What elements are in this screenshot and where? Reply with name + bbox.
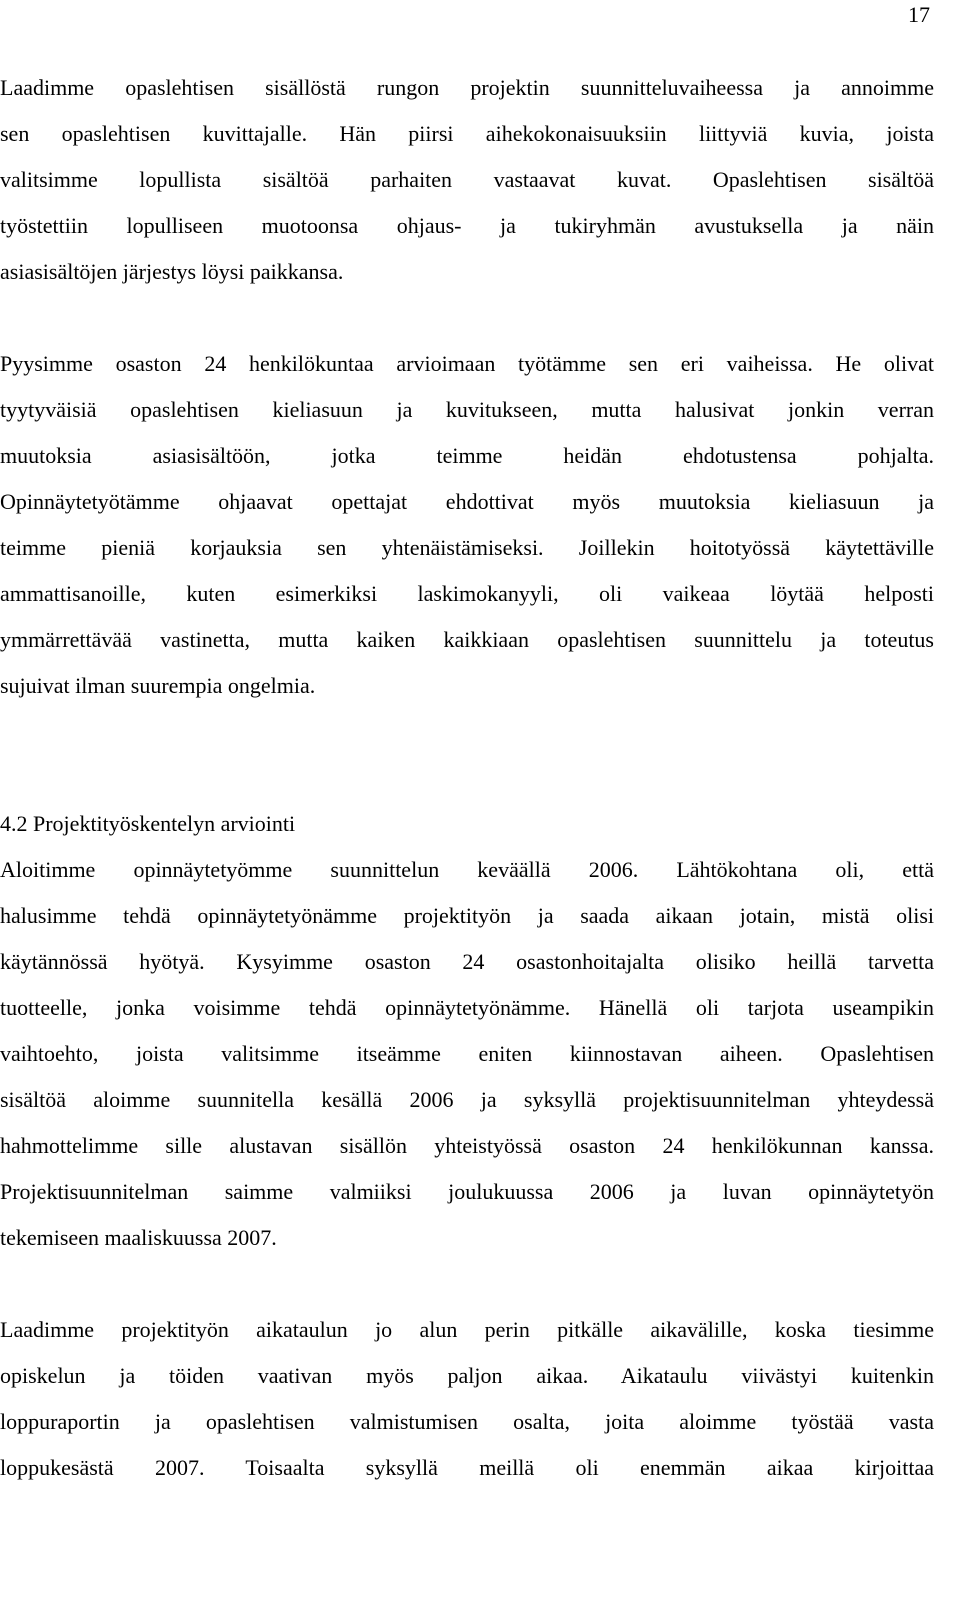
paragraph: [0, 65, 934, 295]
paragraph: [0, 1307, 934, 1491]
text-line: ammattisanoille, kuten esimerkiksi laskimokanyyli, oli vaikeaa löytää helposti: [0, 581, 934, 606]
text-line: sen opaslehtisen kuvittajalle. Hän piirsi aihekokonaisuuksiin liittyviä kuvia, joista: [0, 121, 934, 146]
paragraph-spacer: [0, 1261, 934, 1307]
paragraph: [0, 847, 934, 1261]
text-line: työstettiin lopulliseen muotoonsa ohjaus- ja tukiryhmän avustuksella ja näin: [0, 213, 934, 238]
text-line: Laadimme opaslehtisen sisällöstä rungon projektin suunnitteluvaiheessa ja annoimme: [0, 75, 934, 100]
text-line: muutoksia asiasisältöön, jotka teimme heidän ehdotustensa pohjalta.: [0, 443, 934, 468]
text-line: valitsimme lopullista sisältöä parhaiten vastaavat kuvat. Opaslehtisen sisältöä: [0, 167, 934, 192]
page-number: 17: [908, 2, 930, 27]
paragraph: [0, 341, 934, 709]
text-line: hahmottelimme sille alustavan sisällön yhteistyössä osaston 24 henkilökunnan kanssa.: [0, 1133, 934, 1158]
text-line: asiasisältöjen järjestys löysi paikkansa.: [0, 259, 344, 284]
text-line: käytännössä hyötyä. Kysyimme osaston 24 osastonhoitajalta olisiko heillä tarvetta: [0, 949, 934, 974]
section-spacer: [0, 709, 934, 801]
text-line: loppuraportin ja opaslehtisen valmistumisen osalta, joita aloimme työstää vasta: [0, 1409, 934, 1434]
text-line: opiskelun ja töiden vaativan myös paljon aikaa. Aikataulu viivästyi kuitenkin: [0, 1363, 934, 1388]
text-line: tekemiseen maaliskuussa 2007.: [0, 1225, 277, 1250]
text-line: teimme pieniä korjauksia sen yhtenäistämiseksi. Joillekin hoitotyössä käytettäville: [0, 535, 934, 560]
text-line: tuotteelle, jonka voisimme tehdä opinnäytetyönämme. Hänellä oli tarjota useampikin: [0, 995, 934, 1020]
text-line: Pyysimme osaston 24 henkilökuntaa arvioimaan työtämme sen eri vaiheissa. He olivat: [0, 351, 934, 376]
text-line: sujuivat ilman suurempia ongelmia.: [0, 673, 316, 698]
text-line: Opinnäytetyötämme ohjaavat opettajat ehdottivat myös muutoksia kieliasuun ja: [0, 489, 934, 514]
text-line: sisältöä aloimme suunnitella kesällä 2006 ja syksyllä projektisuunnitelman yhteydessä: [0, 1087, 934, 1112]
paragraph-spacer: [0, 295, 934, 341]
section-heading: 4.2 Projektityöskentelyn arviointi: [0, 811, 296, 836]
document-body: [0, 65, 934, 1491]
text-line: Projektisuunnitelman saimme valmiiksi joulukuussa 2006 ja luvan opinnäytetyön: [0, 1179, 934, 1204]
text-line: ymmärrettävää vastinetta, mutta kaiken kaikkiaan opaslehtisen suunnittelu ja toteutus: [0, 627, 934, 652]
text-line: loppukesästä 2007. Toisaalta syksyllä meillä oli enemmän aikaa kirjoittaa: [0, 1455, 934, 1480]
text-line: halusimme tehdä opinnäytetyönämme projektityön ja saada aikaan jotain, mistä olisi: [0, 903, 934, 928]
text-line: Laadimme projektityön aikataulun jo alun perin pitkälle aikavälille, koska tiesimme: [0, 1317, 934, 1342]
text-line: vaihtoehto, joista valitsimme itseämme eniten kiinnostavan aiheen. Opaslehtisen: [0, 1041, 934, 1066]
text-line: Aloitimme opinnäytetyömme suunnittelun keväällä 2006. Lähtökohtana oli, että: [0, 857, 934, 882]
text-line: tyytyväisiä opaslehtisen kieliasuun ja kuvitukseen, mutta halusivat jonkin verran: [0, 397, 934, 422]
